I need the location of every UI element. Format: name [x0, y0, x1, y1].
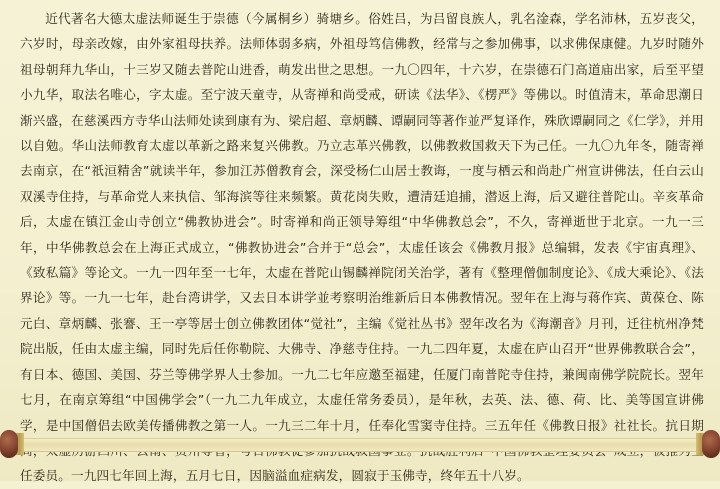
biography-paragraph: 近代著名大德太虚法师诞生于崇德（今属桐乡）骑塘乡。俗姓吕，为吕留良族人，乳名淦森，学名沛林，五岁丧父，六岁时，母亲改嫁，由外家祖母扶养。法师体弱多病，外祖母笃信佛教，经常与之参加佛事，以求佛保康健。九岁时随外祖母朝拜九华山，十三岁又随去普陀山进香，萌发出世之思想。一九〇四年，十六岁，在崇德石门高道庙出家，后至平望小九华，取法名唯心，字太虚。至宁波天童寺，从寄禅和尚受戒，研读《法华》、《楞严》等佛以。时值清末，革命思潮日渐兴盛，在慈溪西方寺华山法师处读到康有为、梁启超、章炳麟、谭嗣同等著作並严复译作，殊欣谭嗣同之《仁学》，并用以自勉。华山法师教育太虚以革新之路来复兴佛教。乃立志革兴佛教，以佛教救国救天下为己任。一九〇九年冬，随寄禅去南京，在“祇洹精舍”就读半年，参加江苏僧教育会，深受杨仁山居士教诲，一度与栖云和尚赴广州宣讲佛法，任白云山双溪寺住持，与革命党人来执信、邹海滨等往来频繁。黄花岗失败，遭清廷追捕，潜返上海，后又避往普陀山。辛亥革命后，太虚在镇江金山寺创立“佛教协进会”。时寄禅和尚正领导筹组“中华佛教总会”，不久，寄禅逝世于北京。一九一三年，中华佛教总会在上海正式成立，“佛教协进会”合并于“总会”，太虚任该会《佛教月报》总编辑，发表《宇宙真理》、《致私篇》等论文。一九一四年至一七年，太虚在普陀山锡麟禅院闭关治学，著有《整理僧伽制度论》、《成大乘论》、《法界论》等。一九一七年，赴台湾讲学，又去日本讲学並考察明治维新后日本佛教情况。翌年在上海与蒋作宾、黄葆仓、陈元白、章炳麟、张謇、王一亭等居士创立佛教团体“觉社”，主编《觉社丛书》翌年改名为《海潮音》月刊，迁往杭州净梵院出版，任由太虚主编，同时先后任你勒院、大佛寺、净慈寺住持。一九二四年夏，太虚在庐山召开“世界佛教联合会”，有日本、德国、美国、芬兰等佛学界人士参加。一九二七年应邀至福建，任厦门南普陀寺住持，兼闽南佛学院院长。翌年七月，在南京筹组“中国佛学会”（一九二九年成立，太虚任常务委员），是年秋，去英、法、德、荷、比、美等国宣讲佛学，是中国僧侣去欧美传播佛教之第一人。一九三二年十月，任奉化雪窦寺住持。三五年任《佛教日报》社社长。抗日期 任委员。一九四七年回上海，五月七日，因脑溢血症病发，圆寂于玉佛寺，终年五十八岁。 [20, 11, 704, 484]
scroll-knob-right-icon [702, 430, 720, 458]
scroll-rod-bar [16, 438, 704, 452]
scroll-knob-left-icon [0, 430, 18, 458]
scroll-bottom-rod [0, 428, 720, 460]
